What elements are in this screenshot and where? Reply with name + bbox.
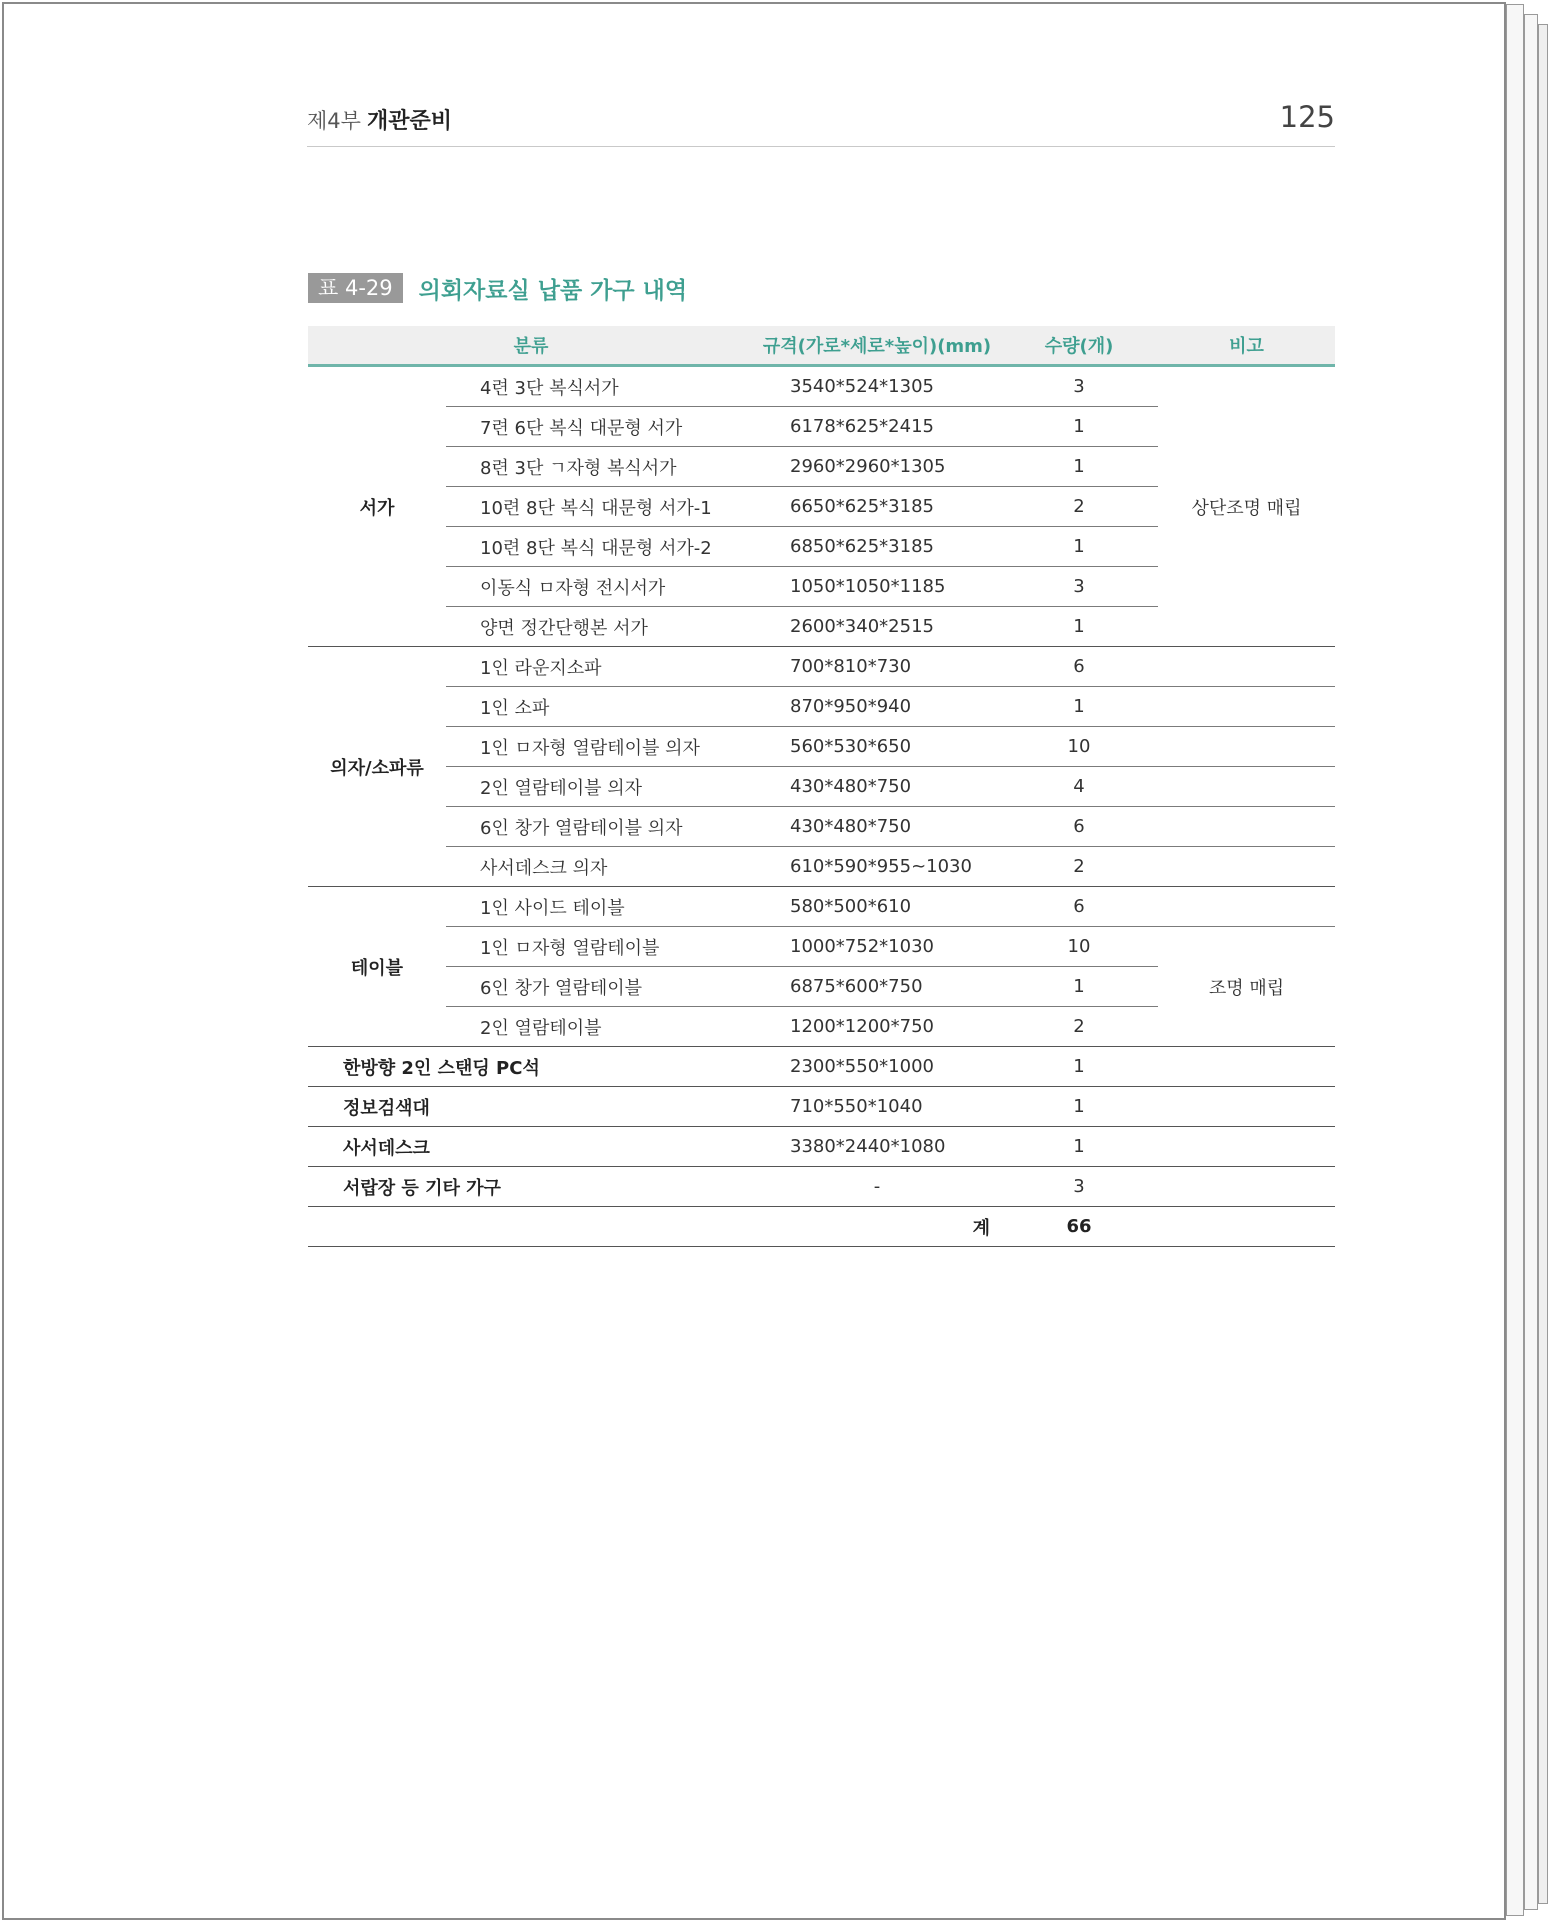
spec-cell: 2600*340*2515 — [754, 607, 1000, 647]
item-cell: 8련 3단 ㄱ자형 복식서가 — [446, 447, 754, 487]
spec-cell: 3540*524*1305 — [754, 366, 1000, 407]
spec-cell: 710*550*1040 — [754, 1087, 1000, 1127]
table-row — [308, 727, 1335, 767]
item-cell: 1인 사이드 테이블 — [446, 887, 754, 927]
qty-cell: 10 — [1000, 727, 1158, 767]
table-row — [308, 1167, 1335, 1207]
note-cell — [1158, 1047, 1335, 1087]
qty-cell: 2 — [1000, 1007, 1158, 1047]
table-row — [308, 647, 1335, 687]
qty-cell: 1 — [1000, 607, 1158, 647]
note-cell: 상단조명 매립 — [1158, 366, 1335, 647]
spec-cell: 6850*625*3185 — [754, 527, 1000, 567]
part-label: 제4부 — [307, 109, 361, 133]
qty-cell: 10 — [1000, 927, 1158, 967]
note-cell — [1158, 1087, 1335, 1127]
note-cell — [1158, 807, 1335, 847]
part-title: 개관준비 — [366, 109, 452, 134]
note-cell — [1158, 727, 1335, 767]
qty-cell: 6 — [1000, 887, 1158, 927]
qty-cell: 6 — [1000, 647, 1158, 687]
item-cell: 7련 6단 복식 대문형 서가 — [446, 407, 754, 447]
item-cell: 10련 8단 복식 대문형 서가-1 — [446, 487, 754, 527]
header-spec: 규격(가로*세로*높이)(mm) — [754, 326, 1000, 366]
table-title: 의회자료실 납품 가구 내역 — [418, 277, 688, 304]
note-cell — [1158, 1207, 1335, 1247]
item-cell: 1인 ㅁ자형 열람테이블 의자 — [446, 727, 754, 767]
spec-cell: 2300*550*1000 — [754, 1047, 1000, 1087]
furniture-table — [308, 326, 1335, 1247]
qty-cell: 2 — [1000, 487, 1158, 527]
qty-cell: 1 — [1000, 1087, 1158, 1127]
qty-cell: 3 — [1000, 366, 1158, 407]
page-stack-edge — [1538, 24, 1548, 1904]
item-cell: 6인 창가 열람테이블 의자 — [446, 807, 754, 847]
spec-cell: 700*810*730 — [754, 647, 1000, 687]
header-qty: 수량(개) — [1000, 326, 1158, 366]
spec-cell: 580*500*610 — [754, 887, 1000, 927]
item-cell: 한방향 2인 스탠딩 PC석 — [308, 1047, 754, 1087]
qty-cell: 1 — [1000, 407, 1158, 447]
note-cell — [1158, 687, 1335, 727]
header-note: 비고 — [1158, 326, 1335, 366]
item-cell: 사서데스크 — [308, 1127, 754, 1167]
table-row — [308, 687, 1335, 727]
table-number-tag: 표 4-29 — [308, 273, 403, 303]
page-number: 125 — [1279, 100, 1335, 134]
page-stack-edge — [1506, 4, 1524, 1916]
qty-cell: 1 — [1000, 967, 1158, 1007]
total-row — [308, 1207, 1335, 1247]
qty-cell: 1 — [1000, 447, 1158, 487]
spec-cell: - — [754, 1167, 1000, 1207]
item-cell: 사서데스크 의자 — [446, 847, 754, 887]
page-header — [307, 98, 1335, 147]
note-cell — [1158, 647, 1335, 687]
table-row — [308, 887, 1335, 927]
item-cell: 정보검색대 — [308, 1087, 754, 1127]
item-cell: 양면 정간단행본 서가 — [446, 607, 754, 647]
item-cell: 2인 열람테이블 — [446, 1007, 754, 1047]
category-cell: 서가 — [308, 366, 446, 647]
table-header-row — [308, 326, 1335, 366]
item-cell: 1인 소파 — [446, 687, 754, 727]
qty-cell: 3 — [1000, 1167, 1158, 1207]
qty-cell: 1 — [1000, 527, 1158, 567]
table-row — [308, 927, 1335, 967]
qty-cell: 3 — [1000, 567, 1158, 607]
spec-cell: 430*480*750 — [754, 767, 1000, 807]
table-row — [308, 1087, 1335, 1127]
total-label: 계 — [308, 1207, 1000, 1247]
table-row — [308, 1047, 1335, 1087]
table-row — [308, 807, 1335, 847]
note-cell — [1158, 847, 1335, 887]
note-cell: 조명 매립 — [1158, 927, 1335, 1047]
item-cell: 1인 라운지소파 — [446, 647, 754, 687]
part-heading — [307, 104, 452, 135]
spec-cell: 6178*625*2415 — [754, 407, 1000, 447]
table-caption — [308, 273, 687, 303]
spec-cell: 610*590*955~1030 — [754, 847, 1000, 887]
qty-cell: 1 — [1000, 687, 1158, 727]
item-cell: 1인 ㅁ자형 열람테이블 — [446, 927, 754, 967]
qty-cell: 1 — [1000, 1127, 1158, 1167]
spec-cell: 6650*625*3185 — [754, 487, 1000, 527]
note-cell — [1158, 1167, 1335, 1207]
item-cell: 4련 3단 복식서가 — [446, 366, 754, 407]
table-row — [308, 1127, 1335, 1167]
item-cell: 10련 8단 복식 대문형 서가-2 — [446, 527, 754, 567]
item-cell: 6인 창가 열람테이블 — [446, 967, 754, 1007]
item-cell: 이동식 ㅁ자형 전시서가 — [446, 567, 754, 607]
qty-cell: 1 — [1000, 1047, 1158, 1087]
category-cell: 의자/소파류 — [308, 647, 446, 887]
qty-cell: 2 — [1000, 847, 1158, 887]
table-row — [308, 847, 1335, 887]
spec-cell: 1000*752*1030 — [754, 927, 1000, 967]
table-row — [308, 767, 1335, 807]
spec-cell: 3380*2440*1080 — [754, 1127, 1000, 1167]
header-category: 분류 — [308, 326, 754, 366]
spec-cell: 2960*2960*1305 — [754, 447, 1000, 487]
spec-cell: 430*480*750 — [754, 807, 1000, 847]
spec-cell: 560*530*650 — [754, 727, 1000, 767]
spec-cell: 1050*1050*1185 — [754, 567, 1000, 607]
spec-cell: 870*950*940 — [754, 687, 1000, 727]
note-cell — [1158, 887, 1335, 927]
spec-cell: 6875*600*750 — [754, 967, 1000, 1007]
page-stack-edge — [1524, 14, 1538, 1910]
qty-cell: 4 — [1000, 767, 1158, 807]
category-cell: 테이블 — [308, 887, 446, 1047]
table-row — [308, 366, 1335, 407]
total-qty: 66 — [1000, 1207, 1158, 1247]
note-cell — [1158, 767, 1335, 807]
item-cell: 서랍장 등 기타 가구 — [308, 1167, 754, 1207]
qty-cell: 6 — [1000, 807, 1158, 847]
note-cell — [1158, 1127, 1335, 1167]
spec-cell: 1200*1200*750 — [754, 1007, 1000, 1047]
item-cell: 2인 열람테이블 의자 — [446, 767, 754, 807]
